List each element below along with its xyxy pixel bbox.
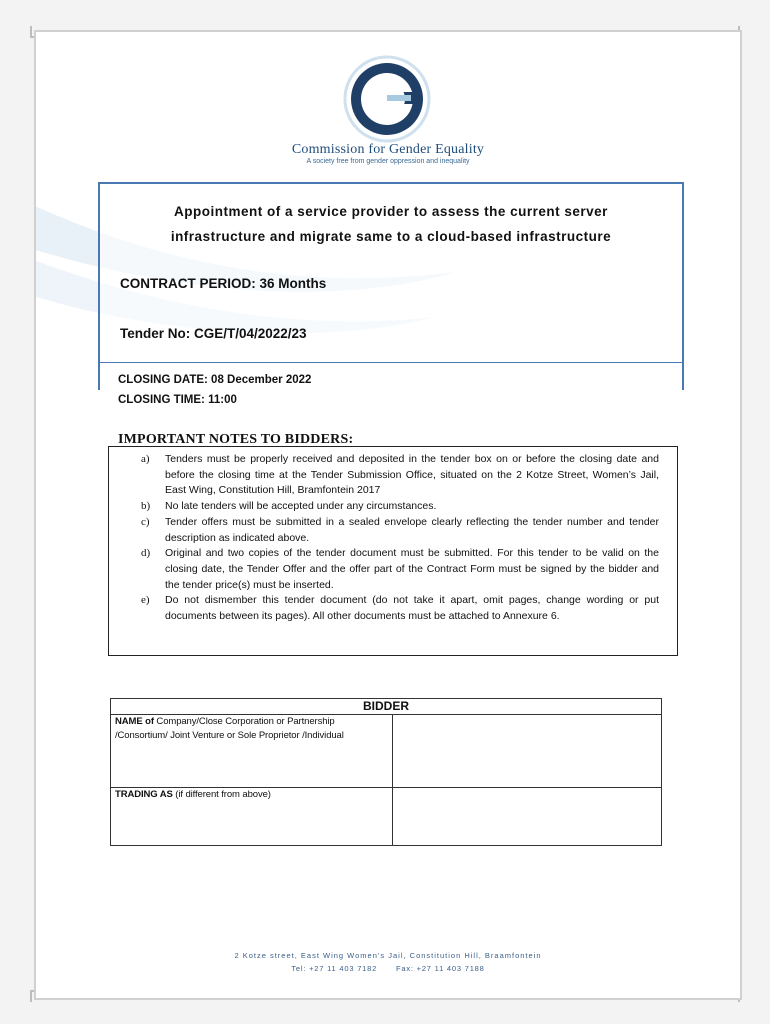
footer-contact	[36, 964, 740, 973]
tender-title-line-1: Appointment of a service provider to assess the current server	[174, 204, 608, 219]
table-row	[111, 715, 662, 788]
list-item	[109, 593, 677, 624]
footer-fax: Fax: +27 11 403 7188	[395, 964, 485, 973]
note-text: Original and two copies of the tender document must be submitted. For this tender to be valid on the closing date, the Tender Offer and the offer part of the Contract Form must be signed by the bidder and the tender price(s) must be inserted.	[165, 547, 659, 591]
tender-title-line-2: infrastructure and migrate same to a cloud-based infrastructure	[170, 229, 612, 244]
list-item	[109, 499, 677, 515]
tender-title-box	[98, 182, 684, 363]
organization-name: Commission for Gender Equality	[291, 142, 485, 157]
note-marker: c)	[141, 515, 150, 528]
table-row	[111, 788, 662, 846]
name-label-text: Company/Close Corporation or Partnership /Consortium/ Joint Venture or Sole Proprietor /Individual	[115, 716, 344, 741]
name-label-bold: NAME of	[115, 716, 154, 727]
note-marker: e)	[141, 594, 150, 607]
note-text: Tenders must be properly received and deposited in the tender box on or before the closing date and before the closing time at the Tender Submission Office, situated on the 2 Kotze Street, Women’s Jail, East Wing, Constitution Hill, Bramfontein 2017	[165, 453, 659, 497]
closing-date: CLOSING DATE: 08 December 2022	[118, 374, 312, 386]
note-text: No late tenders will be accepted under any circumstances.	[165, 500, 437, 513]
list-item	[109, 546, 677, 593]
name-field[interactable]	[393, 715, 662, 788]
box-edge	[98, 362, 100, 390]
list-item	[109, 452, 677, 499]
notes-box	[108, 446, 678, 656]
cge-logo-icon	[342, 54, 432, 144]
name-label-cell	[111, 715, 393, 788]
bidder-heading: BIDDER	[111, 699, 662, 715]
organization-tagline: A society free from gender oppression and inequality	[306, 158, 470, 165]
tender-number: Tender No: CGE/T/04/2022/23	[120, 326, 307, 341]
trading-label-cell	[111, 788, 393, 846]
trading-label-text: (if different from above)	[172, 789, 271, 800]
notes-list	[109, 452, 677, 625]
note-marker: b)	[141, 500, 151, 513]
trading-as-field[interactable]	[393, 788, 662, 846]
trading-label-bold: TRADING AS	[115, 789, 173, 800]
list-item	[109, 515, 677, 546]
closing-time: CLOSING TIME: 11:00	[118, 394, 237, 406]
bidder-table	[110, 698, 662, 846]
note-text: Tender offers must be submitted in a sealed envelope clearly reflecting the tender number and tender description as indicated above.	[165, 515, 659, 544]
footer-tel: Tel: +27 11 403 7182	[291, 964, 378, 973]
note-marker: d)	[141, 547, 151, 560]
footer-address: 2 Kotze street, East Wing Women’s Jail, Constitution Hill, Braamfontein	[234, 951, 542, 960]
notes-heading: IMPORTANT NOTES TO BIDDERS:	[118, 432, 354, 447]
box-edge	[682, 362, 684, 390]
contract-period: CONTRACT PERIOD: 36 Months	[120, 276, 327, 291]
note-marker: a)	[141, 453, 150, 465]
note-text: Do not dismember this tender document (do not take it apart, omit pages, change wording or put documents between its pages). All other documents must be attached to Annexure 6.	[165, 594, 659, 623]
document-page	[34, 30, 742, 1000]
